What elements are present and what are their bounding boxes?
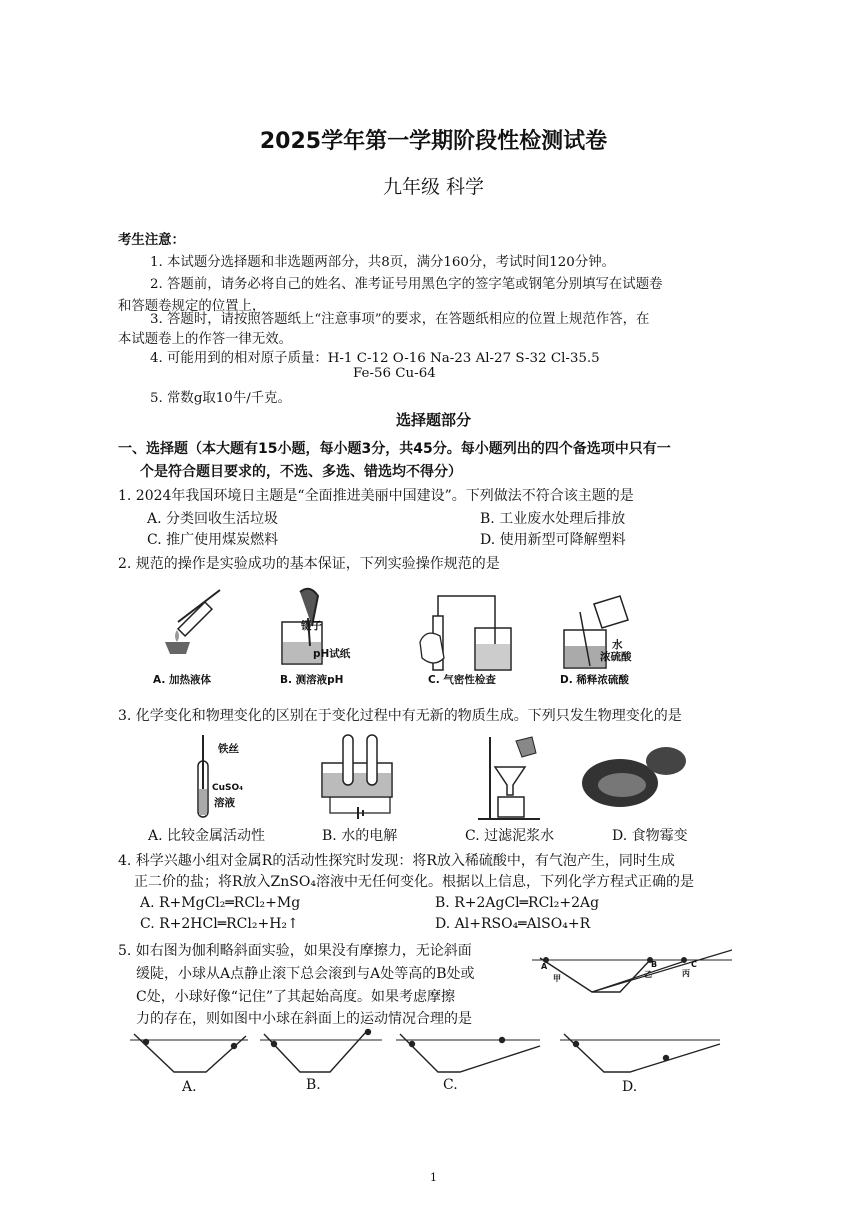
- q5-reference-figure: [532, 946, 740, 1002]
- section-title: 选择题部分: [395, 411, 471, 429]
- filtration-figure: [478, 737, 540, 819]
- q4-option-c: C. R+2HCl═RCl₂+H₂↑: [140, 916, 299, 932]
- q4-option-d: D. Al+RSO₄═AlSO₄+R: [435, 916, 591, 932]
- label-wire: 铁丝: [218, 743, 239, 755]
- incline-option-c: [396, 1034, 540, 1072]
- airtight-test-figure: [420, 596, 511, 670]
- fig-label-jia: 甲: [553, 974, 561, 983]
- notice-item: 本试题卷上的作答一律无效。: [118, 332, 293, 347]
- moldy-food-figure: [582, 747, 686, 807]
- q2-caption-c: C. 气密性检查: [428, 674, 496, 686]
- q2-caption-d: D. 稀释浓硫酸: [560, 674, 629, 686]
- label-acid: 浓硫酸: [600, 651, 632, 663]
- q2-caption-a: A. 加热液体: [153, 674, 211, 686]
- q3-caption-b: B. 水的电解: [322, 828, 398, 844]
- q1-option-a: A. 分类回收生活垃圾: [147, 511, 279, 527]
- q3-caption-a: A. 比较金属活动性: [148, 828, 266, 844]
- fig-label-bing: 丙: [682, 969, 690, 978]
- part-heading: 一、选择题（本大题有15小题，每小题3分，共45分。每小题列出的四个备选项中只有一: [118, 441, 671, 457]
- incline-option-d: [560, 1034, 720, 1072]
- heating-tube-figure: [165, 590, 220, 654]
- q4-option-a: A. R+MgCl₂═RCl₂+Mg: [140, 895, 301, 911]
- q1-option-b: B. 工业废水处理后排放: [480, 511, 626, 527]
- incline-option-b: [260, 1029, 382, 1072]
- part-heading-cont: 个是符合题目要求的，不选、多选、错选均不得分）: [140, 464, 462, 480]
- q3-caption-d: D. 食物霉变: [612, 828, 688, 844]
- q5-stem-cont: 缓陡，小球从A点静止滚下总会滚到与A处等高的B处或: [136, 966, 475, 982]
- q5-stem-cont: 力的存在，则如图中小球在斜面上的运动情况合理的是: [136, 1011, 472, 1027]
- page-title: 2025学年第一学期阶段性检测试卷: [259, 129, 608, 154]
- electrolysis-figure: [322, 735, 392, 819]
- test-tube-figure: [198, 735, 208, 817]
- q2-stem: 2. 规范的操作是实验成功的基本保证，下列实验操作规范的是: [118, 556, 500, 572]
- notice-item: Fe-56 Cu-64: [353, 366, 436, 381]
- q3-figures: [180, 733, 740, 823]
- q1-stem: 1. 2024年我国环境日主题是“全面推进美丽中国建设”。下列做法不符合该主题的是: [118, 488, 634, 504]
- label-water: 水: [612, 639, 623, 651]
- q4-stem-cont: 正二价的盐；将R放入ZnSO₄溶液中无任何变化。根据以上信息，下列化学方程式正确的是: [134, 874, 694, 890]
- label-tweezers: 镊子: [301, 620, 322, 632]
- notice-item: 和答题卷规定的位置上，: [118, 299, 266, 314]
- page-subtitle: 九年级 科学: [382, 176, 485, 198]
- notice-item: 4. 可能用到的相对原子质量：H-1 C-12 O-16 Na-23 Al-27 S-32 Cl-35.5: [150, 351, 600, 366]
- q5-stem-cont: C处，小球好像“记住”了其起始高度。如果考虑摩擦: [136, 989, 456, 1005]
- notice-item: 1. 本试题分选择题和非选题两部分，共8页，满分160分，考试时间120分钟。: [150, 255, 615, 270]
- q5-stem: 5. 如右图为伽利略斜面实验，如果没有摩擦力，无论斜面: [118, 943, 472, 959]
- q5-option-c: C.: [443, 1077, 458, 1093]
- q1-option-d: D. 使用新型可降解塑料: [480, 532, 626, 548]
- q2-caption-b: B. 测溶液pH: [280, 674, 344, 686]
- q4-option-b: B. R+2AgCl═RCl₂+2Ag: [435, 895, 600, 911]
- page-number: 1: [430, 1171, 437, 1184]
- notice-heading: 考生注意：: [118, 233, 185, 248]
- fig-label-b: B: [651, 960, 658, 969]
- q3-caption-c: C. 过滤泥浆水: [465, 828, 555, 844]
- notice-item: 5. 常数g取10牛/千克。: [150, 391, 291, 406]
- fig-label-c: C: [691, 960, 697, 969]
- q1-option-c: C. 推广使用煤炭燃料: [147, 532, 279, 548]
- q5-option-d: D.: [622, 1079, 638, 1095]
- incline-option-a: [130, 1034, 248, 1072]
- q5-option-b: B.: [306, 1077, 321, 1093]
- label-cuso4: CuSO₄: [212, 783, 244, 793]
- notice-item: 3. 答题时，请按照答题纸上“注意事项”的要求，在答题纸相应的位置上规范作答，在: [150, 312, 650, 327]
- fig-label-a: A: [541, 962, 548, 971]
- notice-item: 2. 答题前，请务必将自己的姓名、准考证号用黑色字的签字笔或钢笔分别填写在试题卷: [150, 277, 663, 292]
- q5-option-figures: [130, 1026, 750, 1082]
- fig-label-yi: 乙: [644, 970, 652, 979]
- q4-stem: 4. 科学兴趣小组对金属R的活动性探究时发现：将R放入稀硫酸中，有气泡产生，同时生成: [118, 853, 675, 869]
- q5-option-a: A.: [182, 1079, 197, 1095]
- label-solution: 溶液: [214, 797, 235, 809]
- label-ph-paper: pH试纸: [313, 648, 351, 660]
- q3-stem: 3. 化学变化和物理变化的区别在于变化过程中有无新的物质生成。下列只发生物理变化的是: [118, 708, 682, 724]
